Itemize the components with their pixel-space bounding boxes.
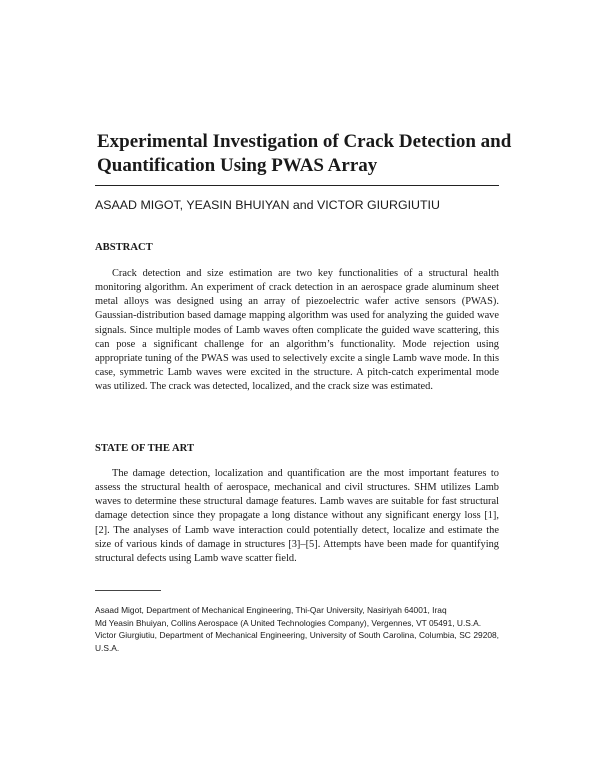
footnotes [95,604,499,654]
abstract-body: Crack detection and size estimation are two key functionalities of a structural health monitoring algorithm. An experiment of crack detection in an aerospace grade aluminum sheet metal alloys was designed using an array of piezoelectric wafer active sensors (PWAS). Gaussian-distribution based damage mapping algorithm was used for analyzing the guided wave signals. Since multiple modes of Lamb waves often complicate the guided wave scattering, this can pose a significant challenge for an algorithm’s functionality. Mode rejection using appropriate tuning of the PWAS was used to selectively excite a single Lamb wave mode. In this case, symmetric Lamb waves were excited in the structure. A pitch-catch experimental mode was utilized. The crack was detected, localized, and the crack size was estimated. [95,268,499,393]
footnote-divider [95,590,161,591]
footnote-affiliation-giurgiutiu: Victor Giurgiutiu, Department of Mechanical Engineering, University of South Carolina, Columbia, SC 29208, U.S.A. [95,630,499,653]
state-of-the-art-heading: STATE OF THE ART [95,443,195,454]
state-of-the-art-body: The damage detection, localization and quantification are the most important features to assess the structural health of aerospace, mechanical and civil structures. SHM utilizes Lamb waves to determine these structural damage features. Lamb waves are suitable for fast structural damage detection since they propagate a long distance without any significant energy loss [1], [2]. The analyses of Lamb wave interaction could potentially detect, localize and estimate the size of various kinds of damage in structures [3]–[5]. Attempts have been made for quantifying structural defects using Lamb wave scatter field. [95,468,499,564]
paper-title: Experimental Investigation of Crack Detection and Quantification Using PWAS Array [97,131,512,176]
author-list: ASAAD MIGOT, YEASIN BHUIYAN and VICTOR GIURGIUTIU [95,198,440,212]
footnote-affiliation-migot: Asaad Migot, Department of Mechanical Engineering, Thi-Qar University, Nasiriyah 64001, Iraq [95,605,447,615]
abstract-heading: ABSTRACT [95,242,153,253]
footnote-affiliation-bhuiyan: Md Yeasin Bhuiyan, Collins Aerospace (A United Technologies Company), Vergennes, VT 05491, U.S.A. [95,617,482,628]
title-divider [95,185,499,186]
